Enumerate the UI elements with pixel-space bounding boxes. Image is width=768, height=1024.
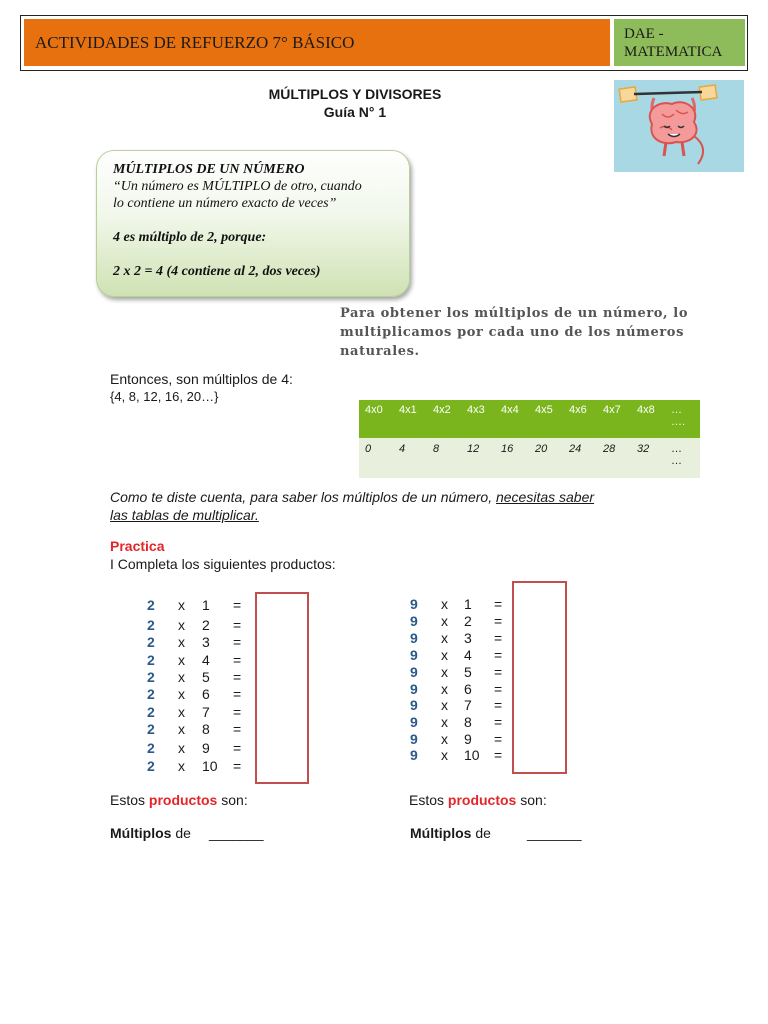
- right-multiples-line: Múltiplos de: [410, 825, 491, 841]
- left-multiples-line: Múltiplos de: [110, 825, 191, 841]
- brain-icon: [614, 80, 744, 172]
- header-subject: [614, 19, 745, 66]
- definition-line-2: lo contiene un número exacto de veces”: [113, 196, 337, 211]
- explanation-paragraph: Para obtener los múltiplos de un número, lo multiplicamos por cada uno de los números naturales.: [340, 306, 689, 359]
- table-header-cell: 4x8: [637, 400, 671, 438]
- table-header-cell: 4x2: [433, 400, 467, 438]
- definition-heading: MÚLTIPLOS DE UN NÚMERO: [113, 162, 305, 177]
- practica-heading: Practica: [110, 538, 165, 554]
- table-value-cell: 8: [433, 438, 467, 478]
- note-text: Como te diste cuenta, para saber los múltiplos de un número,: [110, 489, 496, 505]
- table-header-cell: 4x3: [467, 400, 501, 438]
- table-value-cell: 24: [569, 438, 603, 478]
- table-value-cell: 20: [535, 438, 569, 478]
- note-underlined-1: necesitas saber: [495, 489, 595, 505]
- table-value-cell: 4: [399, 438, 433, 478]
- right-multiples-blank[interactable]: _______: [527, 825, 582, 841]
- page-subtitle: Guía N° 1: [323, 104, 387, 120]
- table-header-cell: 4x7: [603, 400, 637, 438]
- right-products-statement: Estos productos son:: [409, 792, 547, 808]
- note-paragraph: [110, 488, 670, 524]
- header-title: ACTIVIDADES DE REFUERZO 7° BÁSICO: [24, 19, 610, 66]
- definition-box: [96, 150, 410, 297]
- left-answer-box[interactable]: [255, 592, 309, 784]
- table-header-cell: 4x1: [399, 400, 433, 438]
- multiples-intro: Entonces, son múltiplos de 4:: [110, 371, 293, 387]
- note-underlined-2: las tablas de multiplicar.: [110, 507, 259, 523]
- table-header-cell: 4x0: [359, 400, 399, 438]
- definition-equation: 2 x 2 = 4 (4 contiene al 2, dos veces): [113, 264, 321, 279]
- definition-line-1: “Un número es MÚLTIPLO de otro, cuando: [113, 179, 362, 194]
- page-title: MÚLTIPLOS Y DIVISORES: [268, 86, 442, 102]
- table-header-row: [359, 400, 700, 438]
- header-subject-line1: DAE -: [624, 26, 664, 42]
- table-value-cell: 12: [467, 438, 501, 478]
- left-products-statement: Estos productos son:: [110, 792, 248, 808]
- practica-instruction: I Completa los siguientes productos:: [110, 556, 336, 572]
- table-header-cell: 4x4: [501, 400, 535, 438]
- table-value-cell: 28: [603, 438, 637, 478]
- table-value-cell: 0: [359, 438, 399, 478]
- brain-weightlifting-illustration: [614, 80, 744, 172]
- table-value-cell: 16: [501, 438, 535, 478]
- definition-example: 4 es múltiplo de 2, porque:: [113, 230, 267, 245]
- table-value-row: [359, 438, 700, 478]
- table-value-ellipsis: … …: [671, 438, 700, 478]
- multiples-set: {4, 8, 12, 16, 20…}: [110, 389, 219, 404]
- right-answer-box[interactable]: [512, 581, 567, 774]
- multiples-table: [359, 400, 700, 478]
- table-header-ellipsis: … ….: [671, 400, 700, 438]
- table-header-cell: 4x6: [569, 400, 603, 438]
- left-multiples-blank[interactable]: _______: [209, 825, 264, 841]
- header-subject-line2: MATEMATICA: [624, 44, 723, 60]
- table-value-cell: 32: [637, 438, 671, 478]
- table-header-cell: 4x5: [535, 400, 569, 438]
